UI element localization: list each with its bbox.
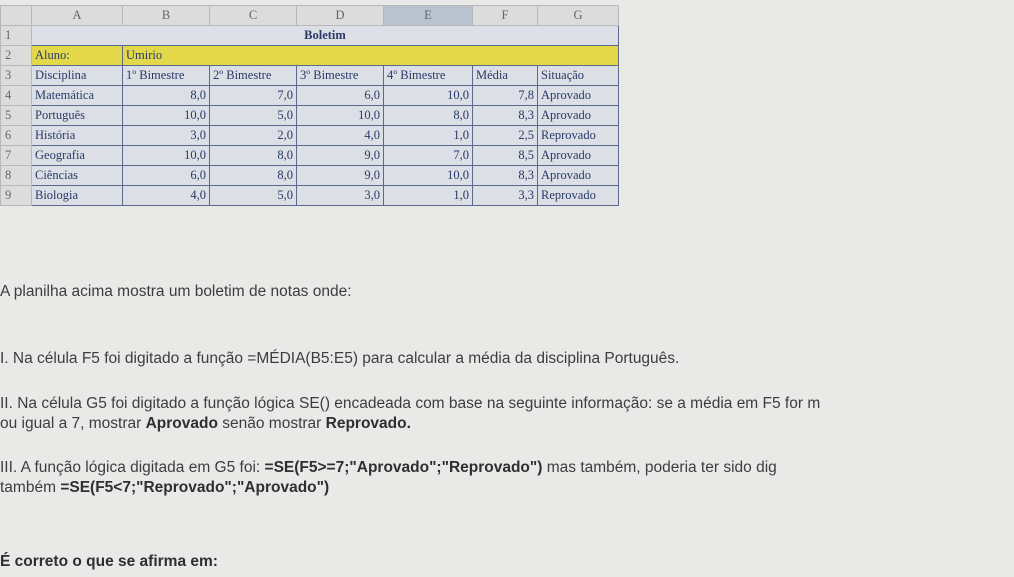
table-cell[interactable]: Aprovado [538,86,619,106]
table-cell[interactable]: Aprovado [538,146,619,166]
table-cell[interactable]: 4,0 [123,186,210,206]
table-cell[interactable]: 7,0 [384,146,473,166]
table-cell[interactable]: Reprovado [538,186,619,206]
statement-2-text: senão mostrar [217,415,326,432]
table-cell[interactable]: 3,3 [473,186,538,206]
column-header-c[interactable]: C [210,6,297,26]
table-cell[interactable]: 10,0 [384,166,473,186]
column-header-row [1,6,619,26]
column-header-d[interactable]: D [297,6,384,26]
table-cell[interactable]: Português [32,106,123,126]
table-header-row [1,66,619,86]
header-cell[interactable]: Média [473,66,538,86]
statement-3-text: mas também, poderia ter sido dig [542,459,777,476]
row-number[interactable]: 6 [1,126,32,146]
row-number[interactable]: 4 [1,86,32,106]
row-number[interactable]: 7 [1,146,32,166]
header-cell[interactable]: 1º Bimestre [123,66,210,86]
table-cell[interactable]: 1,0 [384,126,473,146]
row-number[interactable]: 3 [1,66,32,86]
table-cell[interactable]: 5,0 [210,106,297,126]
table-cell[interactable]: Matemática [32,86,123,106]
table-cell[interactable]: 8,0 [210,146,297,166]
statement-2-line-2 [0,415,411,433]
table-cell[interactable]: 5,0 [210,186,297,206]
formula-1: =SE(F5>=7;"Aprovado";"Reprovado") [264,459,543,476]
table-row [1,186,619,206]
row-number[interactable]: 1 [1,26,32,46]
student-name-cell[interactable]: Umirio [123,46,619,66]
column-header-f[interactable]: F [473,6,538,26]
sheet-title[interactable]: Boletim [32,26,619,46]
table-cell[interactable]: Aprovado [538,106,619,126]
row-number[interactable]: 2 [1,46,32,66]
column-header-e[interactable]: E [384,6,473,26]
table-cell[interactable]: 10,0 [384,86,473,106]
table-cell[interactable]: Reprovado [538,126,619,146]
table-cell[interactable]: 4,0 [297,126,384,146]
row-number[interactable]: 8 [1,166,32,186]
row-number[interactable]: 5 [1,106,32,126]
table-cell[interactable]: 7,0 [210,86,297,106]
question-text: É correto o que se afirma em: [0,553,218,570]
statement-2-text: ou igual a 7, mostrar [0,415,146,432]
header-cell[interactable]: 4º Bimestre [384,66,473,86]
table-cell[interactable]: 9,0 [297,166,384,186]
formula-2: =SE(F5<7;"Reprovado";"Aprovado") [60,479,330,496]
statement-3-line-1 [0,459,777,477]
approved-word: Aprovado [145,415,218,432]
header-cell[interactable]: Disciplina [32,66,123,86]
table-cell[interactable]: 8,0 [123,86,210,106]
table-row [1,46,619,66]
table-cell[interactable]: 8,3 [473,106,538,126]
table-cell[interactable]: 2,0 [210,126,297,146]
table-cell[interactable]: 10,0 [123,146,210,166]
table-cell[interactable]: Ciências [32,166,123,186]
header-cell[interactable]: 3º Bimestre [297,66,384,86]
table-row [1,26,619,46]
table-cell[interactable]: 6,0 [123,166,210,186]
row-number[interactable]: 9 [1,186,32,206]
statement-2-line-1: II. Na célula G5 foi digitado a função lógica SE() encadeada com base na seguinte informação: se a média em F5 for m [0,395,821,412]
table-cell[interactable]: 8,0 [384,106,473,126]
table-cell[interactable]: Geografia [32,146,123,166]
table-cell[interactable]: 2,5 [473,126,538,146]
spreadsheet [0,5,619,206]
table-cell[interactable]: Aprovado [538,166,619,186]
corner-cell[interactable] [1,6,32,26]
table-cell[interactable]: 10,0 [123,106,210,126]
column-header-a[interactable]: A [32,6,123,26]
header-cell[interactable]: Situação [538,66,619,86]
table-row [1,166,619,186]
column-header-g[interactable]: G [538,6,619,26]
statement-3-text: também [0,479,61,496]
table-cell[interactable]: 6,0 [297,86,384,106]
column-header-b[interactable]: B [123,6,210,26]
table-cell[interactable]: 1,0 [384,186,473,206]
intro-text: A planilha acima mostra um boletim de notas onde: [0,283,352,300]
statement-1: I. Na célula F5 foi digitado a função =MÉDIA(B5:E5) para calcular a média da disciplina Português. [0,350,680,367]
table-cell[interactable]: 8,5 [473,146,538,166]
table-cell[interactable]: 8,0 [210,166,297,186]
header-cell[interactable]: 2º Bimestre [210,66,297,86]
table-cell[interactable]: 10,0 [297,106,384,126]
table-row [1,106,619,126]
failed-word: Reprovado. [325,415,411,432]
table-row [1,126,619,146]
statement-3-text: III. A função lógica digitada em G5 foi: [0,459,265,476]
table-cell[interactable]: 7,8 [473,86,538,106]
table-cell[interactable]: 3,0 [123,126,210,146]
table-cell[interactable]: 9,0 [297,146,384,166]
table-row [1,86,619,106]
table-cell[interactable]: 8,3 [473,166,538,186]
table-row [1,146,619,166]
table-cell[interactable]: História [32,126,123,146]
student-label-cell[interactable]: Aluno: [32,46,123,66]
statement-3-line-2 [0,479,329,497]
table-cell[interactable]: Biologia [32,186,123,206]
table-cell[interactable]: 3,0 [297,186,384,206]
